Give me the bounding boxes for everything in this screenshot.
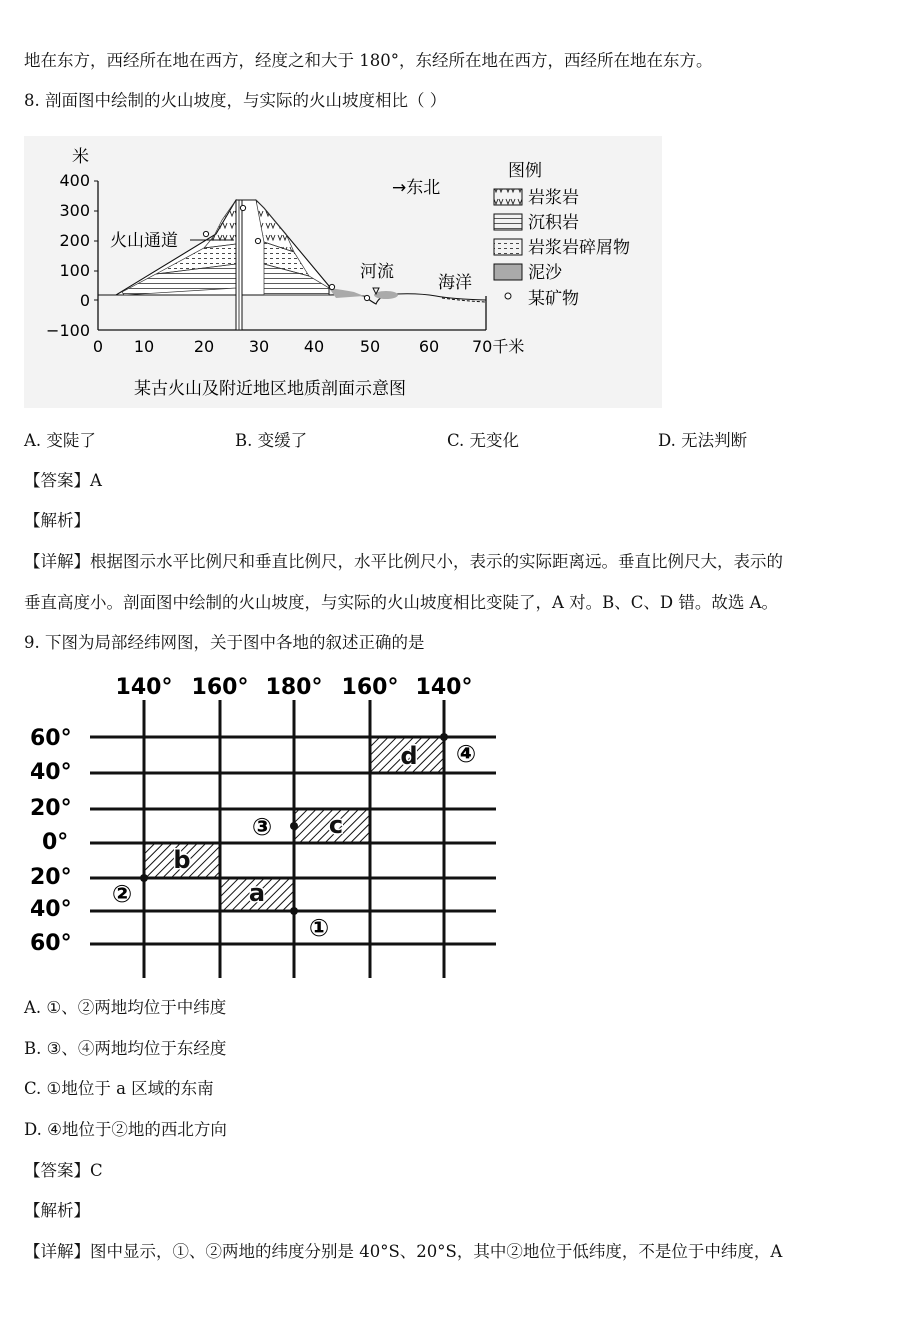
x-tick: 0	[92, 337, 104, 356]
option-b[interactable]: B. 变缓了	[235, 431, 308, 450]
point-2: ②	[111, 880, 133, 908]
x-tick: 20	[193, 337, 215, 356]
latitude-label: 20°	[30, 865, 72, 890]
region-d: d	[400, 742, 418, 770]
analysis-heading-9: 【解析】	[24, 1201, 90, 1220]
latitude-label: 60°	[30, 726, 72, 751]
x-tick: 50	[359, 337, 381, 356]
latitude-label: 20°	[30, 796, 72, 821]
longitude-label: 160°	[341, 675, 399, 700]
answer-9: 【答案】C	[24, 1161, 103, 1180]
option-b[interactable]: B. ③、④两地均位于东经度	[24, 1039, 227, 1058]
paragraph-line: 地在东方，西经所在地在西方，经度之和大于 180°，东经所在地在西方，西经所在地在东方。	[24, 51, 713, 70]
question-9: 9. 下图为局部经纬网图，关于图中各地的叙述正确的是	[24, 633, 425, 652]
y-tick: 200	[59, 231, 90, 250]
volcano-profile-figure	[24, 136, 662, 408]
latitude-label: 60°	[30, 931, 72, 956]
x-tick: 40	[303, 337, 325, 356]
latitude-label: 40°	[30, 897, 72, 922]
legend-item: 泥沙	[528, 263, 562, 283]
detail-8-line1: 【详解】根据图示水平比例尺和垂直比例尺，水平比例尺小，表示的实际距离远。垂直比例尺大，表示的	[24, 552, 783, 571]
region-a: a	[248, 879, 266, 907]
vent-label: 火山通道	[110, 231, 178, 251]
answer-8: 【答案】A	[24, 471, 102, 490]
point-3: ③	[251, 813, 273, 841]
option-c[interactable]: C. 无变化	[447, 431, 520, 450]
longitude-label: 140°	[115, 675, 173, 700]
point-1: ①	[308, 914, 330, 942]
option-a[interactable]: A. ①、②两地均位于中纬度	[24, 998, 227, 1017]
figure-caption: 某古火山及附近地区地质剖面示意图	[134, 379, 406, 399]
option-c[interactable]: C. ①地位于 a 区域的东南	[24, 1079, 214, 1098]
y-tick: 100	[59, 261, 90, 280]
region-b: b	[173, 846, 191, 874]
option-d[interactable]: D. ④地位于②地的西北方向	[24, 1120, 227, 1139]
x-tick: 60	[418, 337, 440, 356]
y-tick: −100	[46, 321, 90, 340]
question-8: 8. 剖面图中绘制的火山坡度，与实际的火山坡度相比（ ）	[24, 91, 447, 110]
y-axis-unit: 米	[72, 147, 89, 167]
latitude-label: 0°	[42, 830, 69, 855]
lat-long-grid-figure	[24, 668, 504, 984]
x-tick: 30	[248, 337, 270, 356]
legend-item: 岩浆岩	[528, 188, 579, 208]
detail-8-line2: 垂直高度小。剖面图中绘制的火山坡度，与实际的火山坡度相比变陡了，A 对。B、C、D 错。故选 A。	[24, 593, 779, 612]
analysis-heading-8: 【解析】	[24, 511, 90, 530]
x-tick: 70千米	[472, 337, 525, 356]
legend-item: 沉积岩	[528, 213, 579, 233]
direction-label: →东北	[392, 178, 441, 198]
legend-item: 某矿物	[528, 289, 579, 309]
x-tick: 10	[133, 337, 155, 356]
option-a[interactable]: A. 变陡了	[24, 431, 96, 450]
river-label: 河流	[360, 262, 394, 282]
longitude-label: 140°	[415, 675, 473, 700]
option-d[interactable]: D. 无法判断	[658, 431, 748, 450]
longitude-label: 160°	[191, 675, 249, 700]
latitude-label: 40°	[30, 760, 72, 785]
detail-9-line1: 【详解】图中显示，①、②两地的纬度分别是 40°S、20°S，其中②地位于低纬度，不是位于中纬度，A	[24, 1242, 783, 1261]
legend-title: 图例	[508, 161, 542, 181]
ocean-label: 海洋	[438, 273, 472, 293]
y-tick: 300	[59, 201, 90, 220]
y-tick: 400	[59, 171, 90, 190]
legend-item: 岩浆岩碎屑物	[528, 238, 630, 258]
region-c: c	[328, 811, 344, 839]
longitude-label: 180°	[265, 675, 323, 700]
y-tick: 0	[79, 291, 90, 310]
point-4: ④	[455, 740, 477, 768]
